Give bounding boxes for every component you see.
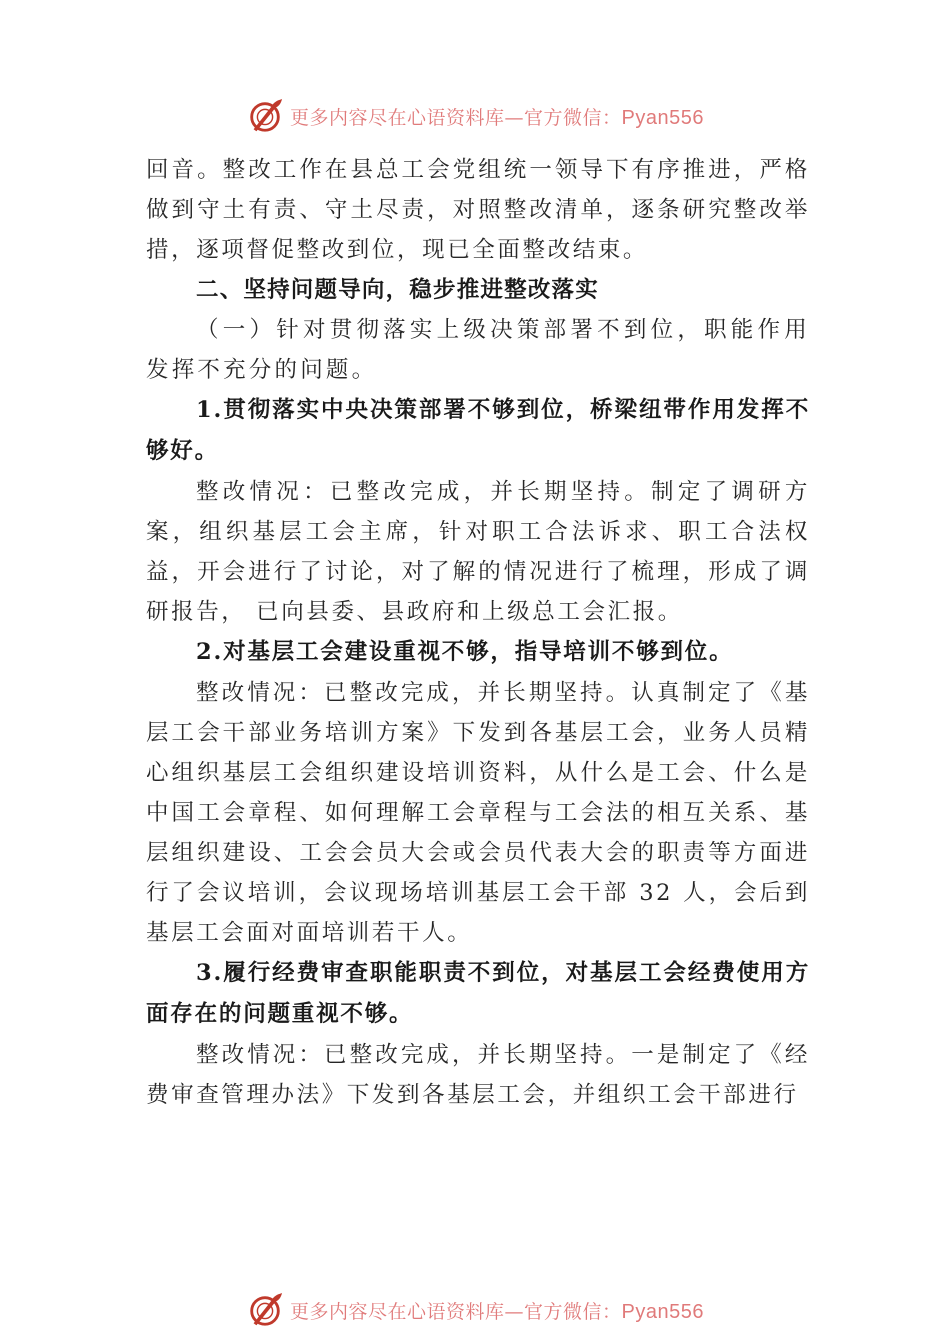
item-2-title: 2.对基层工会建设重视不够，指导培训不够到位。 [196,639,734,665]
footer-banner-text: 更多内容尽在心语资料库—官方微信：Pyan556 [290,1300,704,1323]
item-3-title: 3.履行经费审查职能职责不到位，对基层工会经费使用方面存在的问题重视不够。 [146,960,810,1027]
header-banner [0,94,950,138]
header-banner-text: 更多内容尽在心语资料库—官方微信：Pyan556 [290,106,704,129]
item-2-body: 整改情况：已整改完成，并长期坚持。认真制定了《基层工会干部业务培训方案》下发到各基层工会，业务人员精心组织基层工会组织建设培训资料，从什么是工会、什么是中国工会章程、如何理解工会章程与工会法的相互关系、基层组织建设、工会会员大会或会员代表大会的职责等方面进行了会议培训，会议现场培训基层工会干部 32 人，会后到基层工会面对面培训若干人。 [146,680,810,946]
footer-banner [0,1288,950,1332]
footer-wechat-id: Pyan556 [621,1300,704,1323]
intro-paragraph: 回音。整改工作在县总工会党组统一领导下有序推进，严格做到守土有责、守土尽责，对照整改清单，逐条研究整改举措，逐项督促整改到位，现已全面整改结束。 [146,157,810,263]
header-wechat-id: Pyan556 [621,106,704,129]
item-3-body: 整改情况：已整改完成，并长期坚持。一是制定了《经费审查管理办法》下发到各基层工会，并组织工会干部进行 [146,1042,810,1108]
subsection-heading: （一）针对贯彻落实上级决策部署不到位，职能作用发挥不充分的问题。 [146,317,810,383]
section-heading: 二、坚持问题导向，稳步推进整改落实 [196,277,599,303]
quill-seal-icon [246,97,284,135]
document-body [146,150,810,1115]
quill-seal-icon [246,1291,284,1329]
item-1-title: 1.贯彻落实中央决策部署不够到位，桥梁纽带作用发挥不够好。 [146,397,810,464]
item-1-body: 整改情况：已整改完成，并长期坚持。制定了调研方案，组织基层工会主席，针对职工合法诉求、职工合法权益，开会进行了讨论，对了解的情况进行了梳理，形成了调研报告， 已向县委、县政府和上级总工会汇报。 [146,479,810,625]
